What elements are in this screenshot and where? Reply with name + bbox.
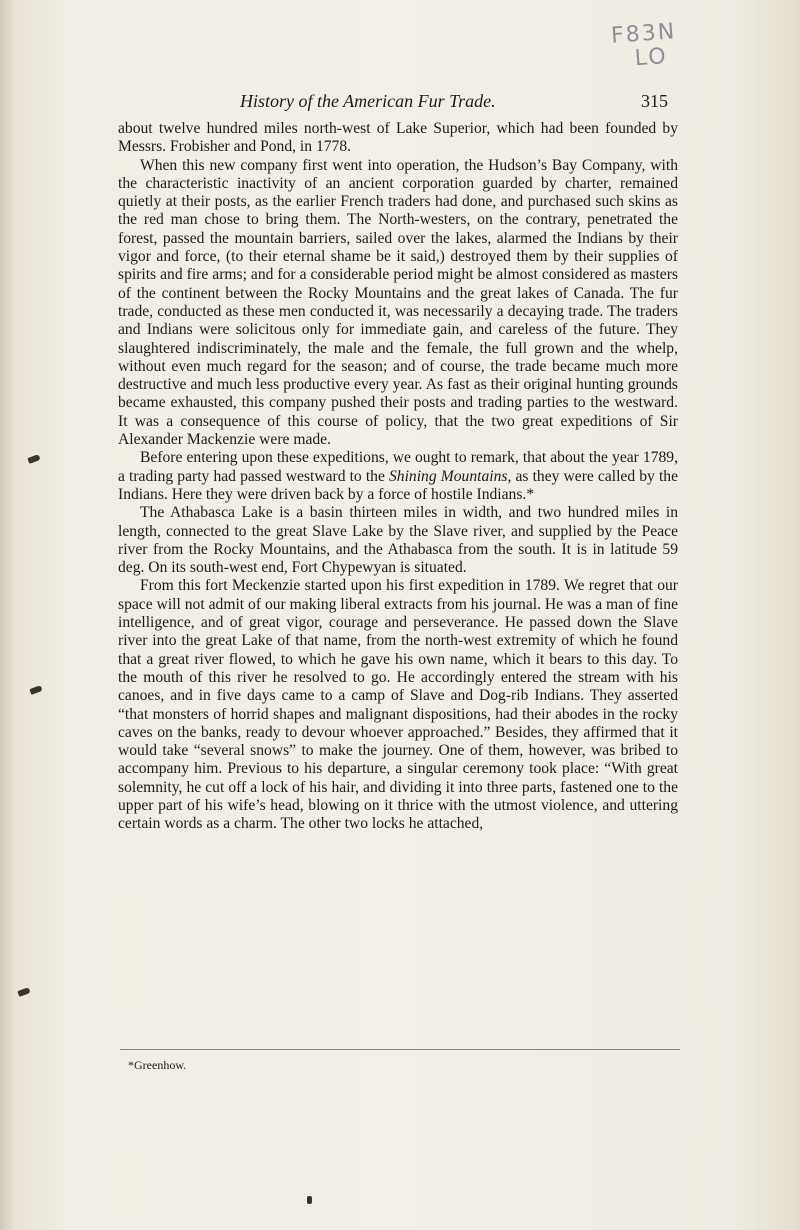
margin-ink-mark-icon: [18, 985, 32, 999]
page-gutter-shadow: [0, 0, 14, 1230]
paragraph-continued: about twelve hundred miles north-west of Lake Superior, which had been founded by Messrs. Frobisher and Pond, in 1778.: [118, 120, 678, 156]
shelfmark-line-1: F83N: [610, 19, 678, 49]
paragraph-hudsons-bay: When this new company first went into operation, the Hudson’s Bay Company, with the characteristic inactivity of an ancient corporation guarded by charter, remained quietly at their posts, as the earlier French traders had done, and purchased such skins as the red man chose to bring them. The North-westers, on the contrary, penetrated the forest, passed the mountain barriers, sailed over the lakes, alarmed the Indians by their vigor and force, (to their eternal shame be it said,) destroyed them by their supplies of spirits and fire arms; and for a considerable period might be almost considered as masters of the continent between the Rocky Mountains and the great lakes of Canada. The fur trade, conducted as these men conducted it, was necessarily a decaying trade. The traders and Indians were solicitous only for immediate gain, and careless of the future. They slaughtered indiscriminately, the male and the female, the full grown and the whelp, without even much regard for the season; and of course, the trade became much more destructive and much less productive every year. As fast as their original hunting grounds became exhausted, this company pushed their posts and trading parties to the westward. It was a consequence of this course of policy, that the two great expeditions of Sir Alexander Mackenzie were made.: [118, 156, 678, 449]
paragraph-shining-mountains: [118, 449, 678, 504]
body-text: [118, 120, 678, 834]
paragraph-first-expedition: From this fort Meckenzie started upon his first expedition in 1789. We regret that our space will not admit of our making liberal extracts from his journal. He was a man of fine intelligence, and of great vigor, courage and perseverance. He passed down the Slave river into the great Lake of that name, from the north-west extremity of which he found that a great river flowed, to which he gave his own name, which it bears to this day. To the mouth of this river he resolved to go. He accordingly entered the stream with his canoes, and in five days came to a camp of Slave and Dog-rib Indians. They asserted “that monsters of horrid shapes and malignant dispositions, had their abodes in the rocky caves on the banks, ready to devour whoever approached.” Besides, they affirmed that it would take “several snows” to make the journey. One of them, however, was bribed to accompany him. Previous to his departure, a singular ceremony took place: “With great solemnity, he cut off a lock of his hair, and dividing it into three parts, fastened one to the upper part of his wife’s head, blowing on it thrice with the utmost violence, and uttering certain words as a charm. The other two locks he attached,: [118, 577, 678, 833]
footnote: *Greenhow.: [128, 1058, 187, 1072]
handwritten-shelfmark: [610, 19, 693, 72]
margin-ink-mark-icon: [30, 683, 44, 697]
running-head: History of the American Fur Trade.: [240, 91, 496, 111]
footnote-rule: [120, 1049, 680, 1050]
italic-place-name: Shining Mountains,: [389, 467, 512, 485]
paragraph-text-before: Before entering upon these expeditions, we ought to remark, that about the year 1789, a trading party had passed westward to the: [118, 449, 678, 485]
shelfmark-line-2: LO: [633, 43, 669, 72]
paragraph-text-after: as they were called by the Indians. Here they were driven back by a force of hostile Indians.*: [118, 467, 679, 503]
page-number: 315: [641, 91, 668, 111]
margin-ink-mark-icon: [28, 452, 42, 466]
paragraph-athabasca-lake: The Athabasca Lake is a basin thirteen miles in width, and two hundred miles in length, connected to the great Slave Lake by the Slave river, and supplied by the Peace river from the Rocky Mountains, and the Athabasca from the south. It is in latitude 59 deg. On its south-west end, Fort Chypewyan is situated.: [118, 504, 678, 577]
bottom-ink-spot: [307, 1196, 312, 1204]
